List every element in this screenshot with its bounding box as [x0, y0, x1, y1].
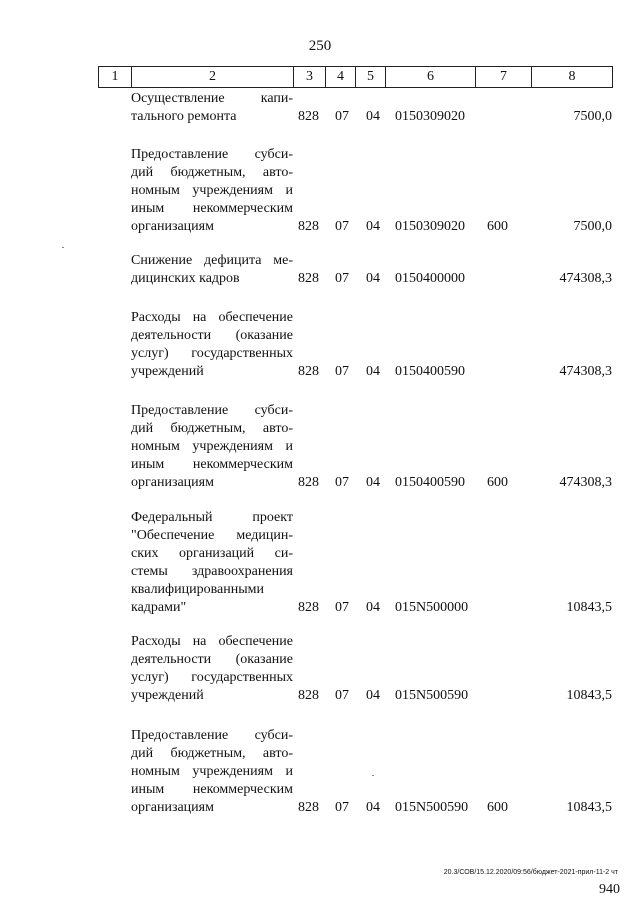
row-name-line: дий бюджетным, авто-: [131, 165, 293, 180]
row-name-line: кадрами": [131, 600, 187, 615]
cell-c4: 07: [335, 600, 349, 615]
cell-c6: 015N500590: [395, 800, 469, 815]
header-col-2: 2: [132, 67, 294, 87]
cell-c8: 474308,3: [559, 475, 612, 490]
row-name-line: Осуществление капи-: [131, 91, 293, 106]
row-name-line: номным учреждениям и: [131, 764, 293, 779]
cell-c3: 828: [298, 475, 319, 490]
cell-c3: 828: [298, 219, 319, 234]
table-row: [0, 633, 640, 705]
row-name-line: номным учреждениям и: [131, 439, 293, 454]
cell-c8: 474308,3: [559, 364, 612, 379]
cell-c6: 0150309020: [395, 219, 465, 234]
cell-c6: 0150309020: [395, 109, 465, 124]
cell-c6: 015N500000: [395, 600, 469, 615]
cell-c5: 04: [366, 688, 380, 703]
row-name-line: дий бюджетным, авто-: [131, 746, 293, 761]
cell-c5: 04: [366, 219, 380, 234]
header-col-7: 7: [476, 67, 532, 87]
cell-c5: 04: [366, 475, 380, 490]
header-col-1: 1: [99, 67, 132, 87]
header-col-3: 3: [294, 67, 326, 87]
row-name: [131, 252, 293, 288]
table-row: [0, 252, 640, 288]
row-name-line: квалифицированными: [131, 582, 264, 597]
row-name-line: стемы здравоохранения: [131, 564, 293, 579]
row-name-line: организациям: [131, 475, 214, 490]
cell-c4: 07: [335, 109, 349, 124]
cell-c8: 10843,5: [566, 600, 612, 615]
header-col-8: 8: [568, 69, 576, 84]
footer-page-number: 940: [599, 882, 620, 897]
cell-c6: 0150400000: [395, 271, 465, 286]
footer-code: 20.3/СОВ/15.12.2020/09:56/бюджет-2021-прил-11-2 чт: [443, 869, 618, 876]
cell-c4: 07: [335, 800, 349, 815]
row-name-line: ских организаций си-: [131, 546, 293, 561]
header-col-6: 6: [386, 67, 476, 87]
row-name-line: Расходы на обеспечение: [131, 634, 293, 649]
row-name-line: деятельности (оказание: [131, 652, 293, 667]
table-row: [0, 90, 640, 126]
row-name-line: дицинских кадров: [131, 271, 240, 286]
cell-c5: 04: [366, 109, 380, 124]
cell-c3: 828: [298, 800, 319, 815]
row-name-line: деятельности (оказание: [131, 328, 293, 343]
row-name-line: "Обеспечение медицин-: [131, 528, 293, 543]
cell-c4: 07: [335, 219, 349, 234]
table-row: [0, 402, 640, 492]
row-name-line: иным некоммерческим: [131, 457, 293, 472]
cell-c5: 04: [366, 800, 380, 815]
table-row: [0, 509, 640, 617]
row-name-line: услуг) государственных: [131, 346, 293, 361]
cell-c6: 015N500590: [395, 688, 469, 703]
row-name-line: учреждений: [131, 688, 204, 703]
cell-c7: 600: [487, 219, 508, 234]
scan-speck: [372, 775, 374, 776]
cell-c8: 10843,5: [566, 800, 612, 815]
table-row: [0, 146, 640, 236]
header-col-5: 5: [356, 67, 386, 87]
table-row: [0, 727, 640, 817]
row-name: [131, 90, 293, 126]
cell-c8: 7500,0: [573, 109, 612, 124]
row-name-line: учреждений: [131, 364, 204, 379]
cell-c6: 0150400590: [395, 475, 465, 490]
row-name-line: номным учреждениям и: [131, 183, 293, 198]
scan-speck: [62, 247, 64, 248]
row-name-line: Предоставление субси-: [131, 403, 293, 418]
cell-c3: 828: [298, 688, 319, 703]
cell-c3: 828: [298, 600, 319, 615]
row-name-line: Расходы на обеспечение: [131, 310, 293, 325]
cell-c3: 828: [298, 109, 319, 124]
cell-c8: 7500,0: [573, 219, 612, 234]
cell-c3: 828: [298, 271, 319, 286]
row-name: [131, 727, 293, 817]
row-name-line: Федеральный проект: [131, 510, 293, 525]
row-name-line: организациям: [131, 800, 214, 815]
row-name-line: организациям: [131, 219, 214, 234]
row-name-line: Предоставление субси-: [131, 728, 293, 743]
cell-c8: 474308,3: [559, 271, 612, 286]
cell-c5: 04: [366, 364, 380, 379]
table-row: [0, 309, 640, 381]
row-name-line: тального ремонта: [131, 109, 237, 124]
row-name-line: дий бюджетным, авто-: [131, 421, 293, 436]
cell-c6: 0150400590: [395, 364, 465, 379]
row-name-line: Снижение дефицита ме-: [131, 253, 293, 268]
cell-c3: 828: [298, 364, 319, 379]
header-col-4: 4: [326, 67, 356, 87]
row-name-line: услуг) государственных: [131, 670, 293, 685]
cell-c4: 07: [335, 364, 349, 379]
row-name: [131, 146, 293, 236]
row-name-line: иным некоммерческим: [131, 782, 293, 797]
row-name-line: иным некоммерческим: [131, 201, 293, 216]
row-name: [131, 309, 293, 381]
row-name: [131, 509, 293, 617]
page-number: 250: [308, 38, 332, 54]
table-header-row: [98, 66, 613, 88]
cell-c4: 07: [335, 688, 349, 703]
row-name: [131, 402, 293, 492]
cell-c8: 10843,5: [566, 688, 612, 703]
cell-c4: 07: [335, 475, 349, 490]
cell-c5: 04: [366, 600, 380, 615]
cell-c4: 07: [335, 271, 349, 286]
cell-c7: 600: [487, 475, 508, 490]
cell-c5: 04: [366, 271, 380, 286]
row-name-line: Предоставление субси-: [131, 147, 293, 162]
cell-c7: 600: [487, 800, 508, 815]
row-name: [131, 633, 293, 705]
